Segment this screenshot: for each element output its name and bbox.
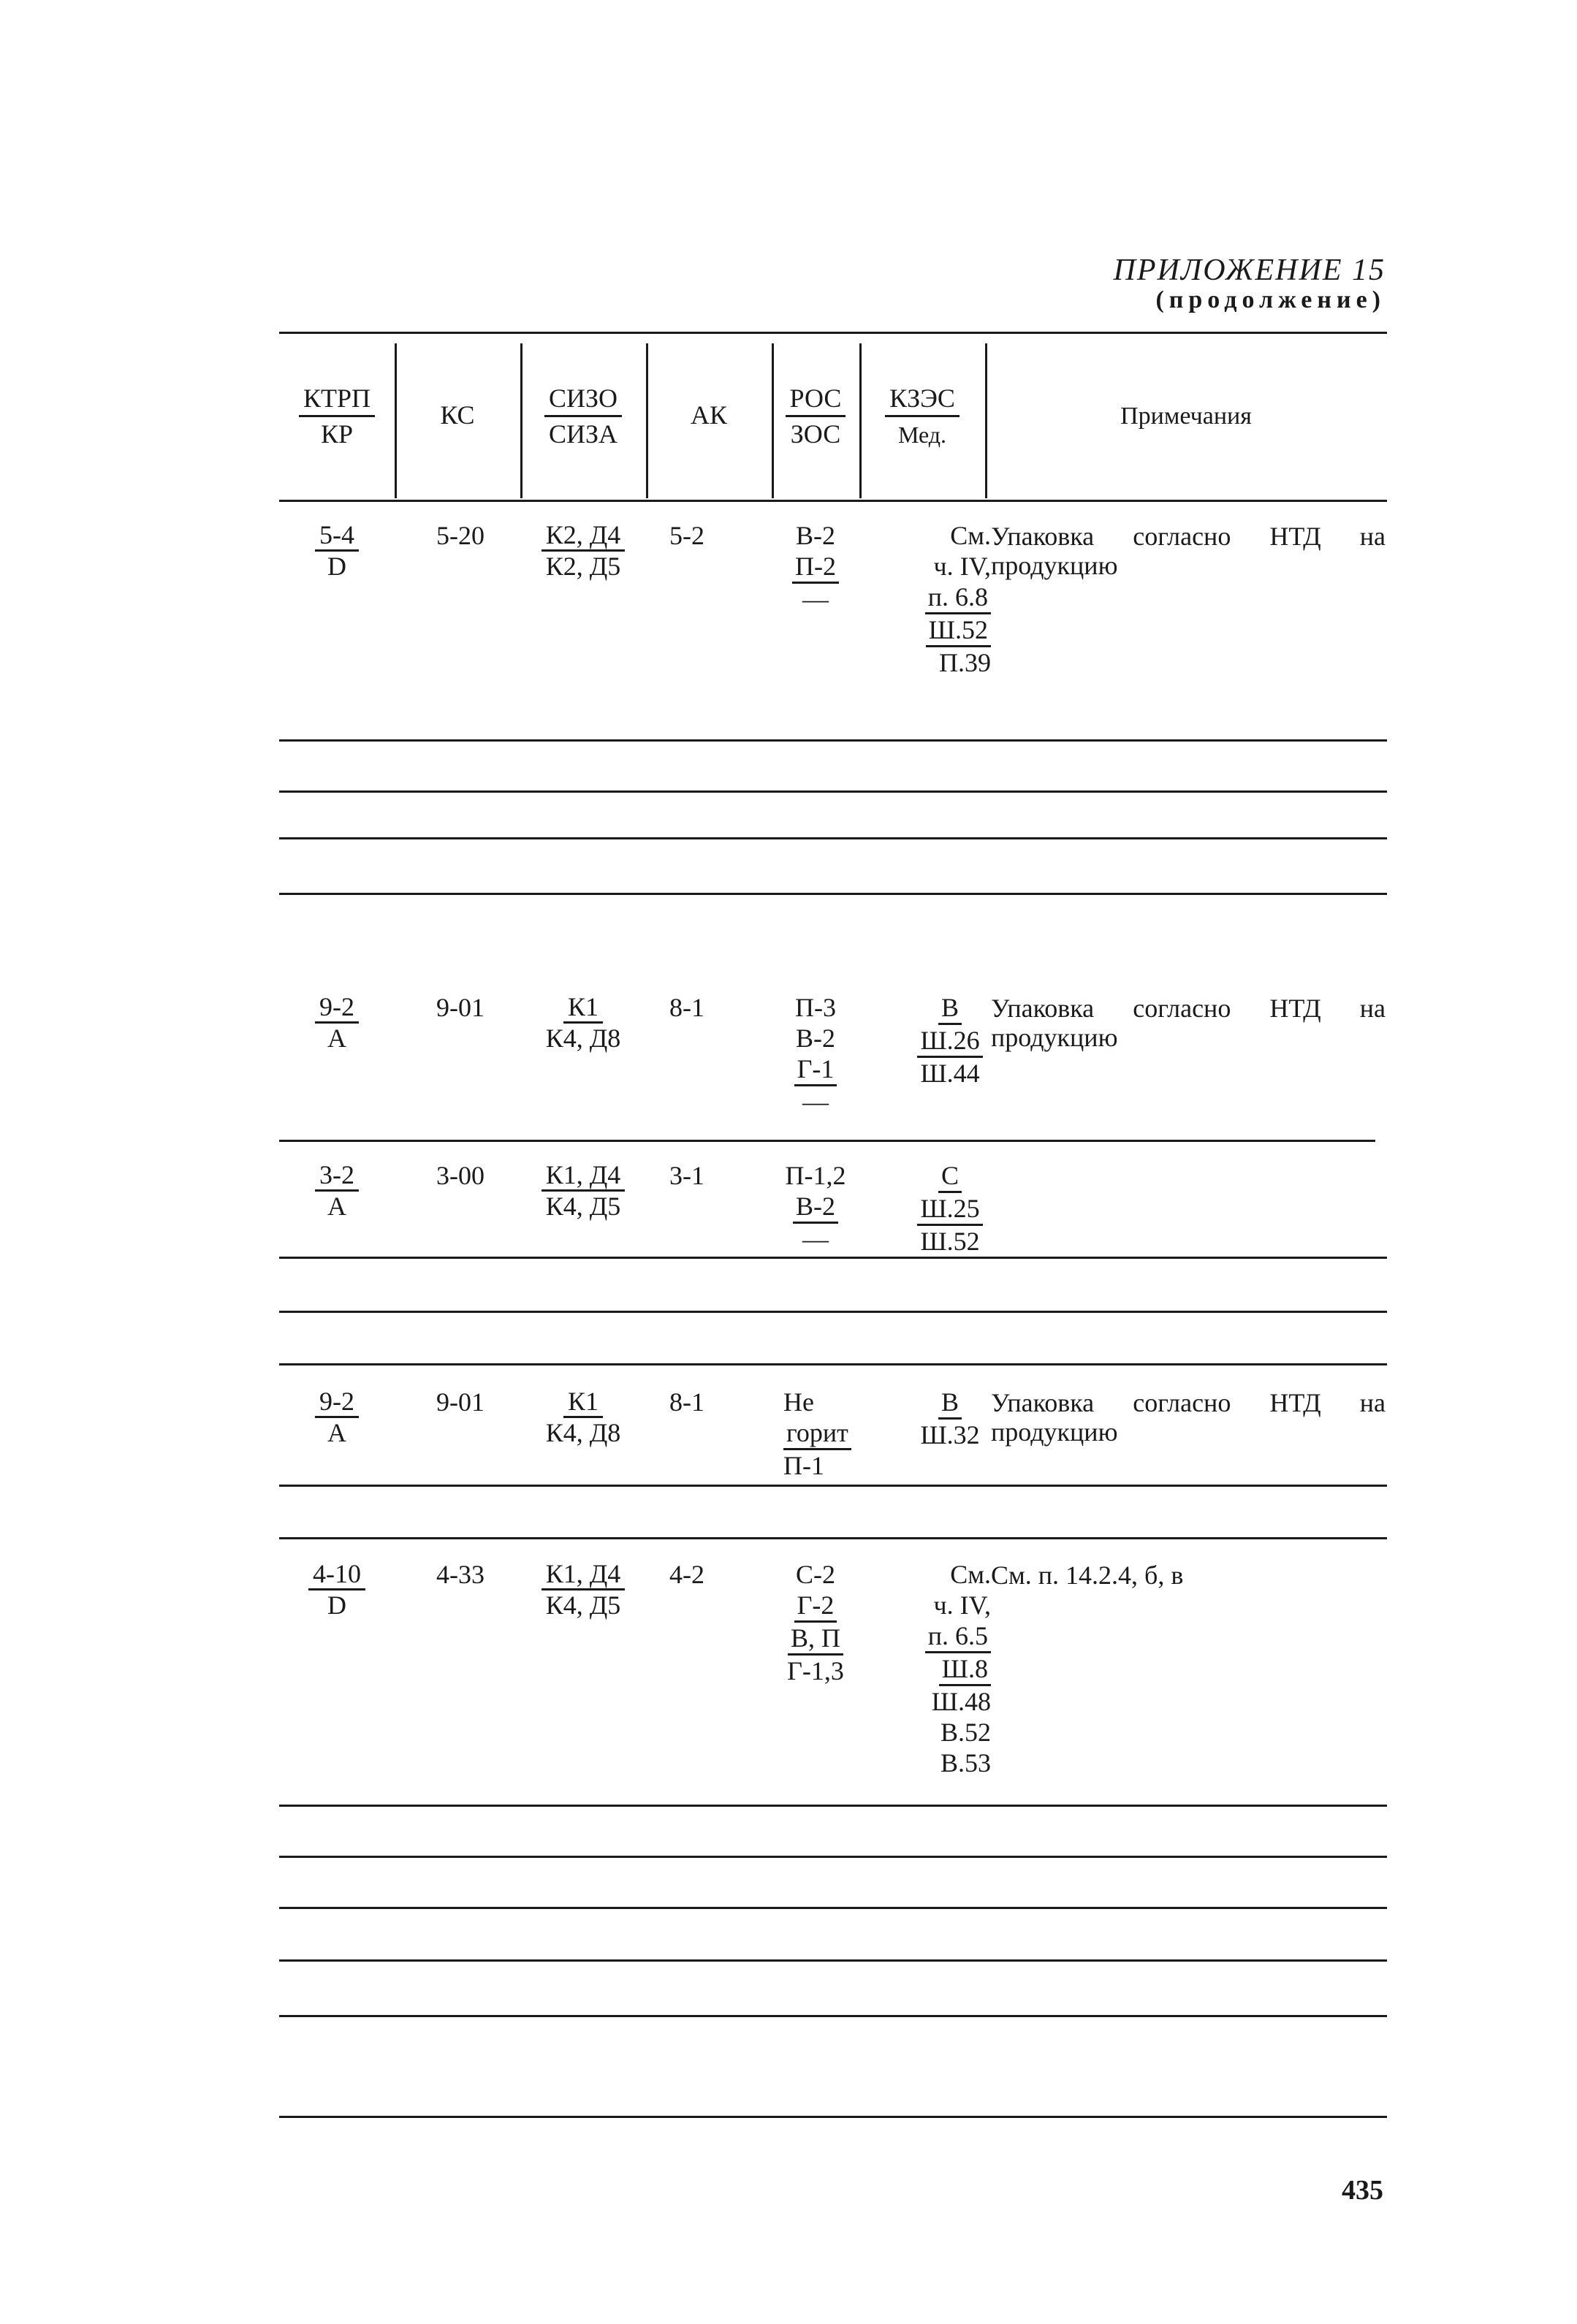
cell-kzes-line: В.53	[940, 1748, 991, 1778]
cell-ros-line: В-2	[796, 1024, 835, 1053]
notes-word: на	[1359, 522, 1386, 551]
cell-ktrp: 9-2	[315, 992, 359, 1024]
cell-notes	[991, 522, 1386, 580]
cell-ak: 4-2	[669, 1560, 704, 1589]
cell-kzes-line: п. 6.8	[925, 582, 991, 614]
cell-siza: К4, Д8	[545, 1024, 621, 1053]
cell-ak: 3-1	[669, 1161, 704, 1190]
notes-word: Упаковка	[991, 994, 1095, 1023]
notes-line	[991, 1388, 1386, 1417]
cell-notes	[991, 1388, 1386, 1447]
cell-ros-line: П-1,2	[785, 1161, 846, 1190]
cell-kr: А	[327, 1418, 346, 1447]
cell-ros-line: Не	[783, 1387, 814, 1417]
cell-kzes-line: ч. IV,	[933, 552, 991, 581]
cell-kzes-line: Ш.52	[926, 614, 991, 647]
cell-ks: 9-01	[436, 993, 484, 1022]
cell-siza: К4, Д8	[545, 1418, 621, 1447]
cell-ros-line: С-2	[796, 1560, 835, 1589]
header-sizo: СИЗО	[544, 381, 622, 417]
page-number: 435	[1342, 2175, 1383, 2206]
cell-ktrp: 9-2	[315, 1387, 359, 1418]
cell-sizo-siza	[520, 1559, 646, 1620]
table-header-rule	[279, 500, 1387, 502]
cell-ktrp: 3-2	[315, 1160, 359, 1192]
notes-word: на	[1359, 994, 1386, 1023]
cell-ros-line: П-2	[792, 551, 839, 584]
header-ks: КС	[440, 400, 475, 430]
header-siza: СИЗА	[548, 419, 618, 449]
header-sizo-siza	[520, 381, 646, 451]
cell-ktrp: 4-10	[308, 1559, 365, 1590]
row-rule	[279, 739, 1387, 742]
cell-kzes-line: См.	[950, 521, 991, 550]
cell-kzes	[889, 520, 991, 678]
cell-ros-line: —	[802, 1224, 829, 1254]
cell-kr: D	[327, 1590, 346, 1620]
cell-sizo-siza	[520, 1387, 646, 1447]
header-kzes-med	[859, 381, 985, 452]
cell-kzes-line: Ш.52	[920, 1227, 980, 1256]
notes-line: продукцию	[991, 551, 1118, 580]
cell-kzes	[889, 1559, 991, 1778]
cell-kzes-line: С	[938, 1160, 962, 1193]
notes-word: Упаковка	[991, 1388, 1095, 1417]
cell-kzes-line: п. 6.5	[925, 1620, 991, 1653]
cell-notes	[991, 994, 1386, 1052]
notes-line: продукцию	[991, 1023, 1118, 1052]
header-notes: Примечания	[1120, 403, 1252, 430]
notes-word: Упаковка	[991, 522, 1095, 551]
row-rule	[279, 1856, 1387, 1858]
cell-ros	[772, 992, 859, 1117]
notes-line	[991, 994, 1386, 1023]
cell-kzes-line: Ш.32	[920, 1420, 980, 1449]
row-rule	[279, 1907, 1387, 1909]
row-rule	[279, 1959, 1387, 1962]
cell-kzes-line: Ш.8	[939, 1653, 991, 1686]
header-kr: КР	[320, 419, 354, 449]
cell-kzes-line: В	[938, 992, 962, 1025]
header-ktrp-kr	[279, 381, 395, 451]
row-rule	[279, 837, 1387, 839]
header-ros-zos	[772, 381, 859, 451]
table-row-1-ktrp-kr	[279, 520, 395, 581]
table-bottom-rule	[279, 2116, 1387, 2118]
cell-ros	[772, 520, 859, 614]
row-rule	[279, 2015, 1387, 2017]
notes-line	[991, 522, 1386, 551]
appendix-title: ПРИЛОЖЕНИЕ 15	[1113, 254, 1386, 287]
cell-ros-line: Г-1	[794, 1054, 837, 1086]
cell-ros	[783, 1387, 864, 1481]
row-rule	[279, 1257, 1387, 1259]
cell-kr: D	[327, 552, 346, 581]
cell-siza: К2, Д5	[545, 552, 621, 581]
header-kzes: КЗЭС	[885, 381, 960, 417]
header-ktrp: КТРП	[299, 381, 375, 417]
cell-sizo-siza	[520, 520, 646, 581]
cell-sizo-siza	[520, 1160, 646, 1221]
cell-sizo: К1, Д4	[542, 1160, 626, 1192]
cell-ak: 5-2	[669, 521, 704, 550]
cell-sizo: К1	[563, 1387, 603, 1418]
cell-ros-line: П-3	[795, 993, 836, 1022]
notes-word: согласно	[1133, 1388, 1231, 1417]
notes-word: на	[1359, 1388, 1386, 1417]
notes-line: продукцию	[991, 1417, 1118, 1447]
cell-kzes-line: Ш.48	[931, 1687, 991, 1716]
cell-siza: К4, Д5	[545, 1590, 621, 1620]
table-row-3-ktrp-kr	[279, 1160, 395, 1221]
cell-ak: 8-1	[669, 1387, 704, 1417]
cell-ros-line: Г-1,3	[787, 1656, 844, 1685]
table-top-rule	[279, 332, 1387, 334]
cell-sizo: К2, Д4	[542, 520, 626, 552]
cell-kzes-line: ч. IV,	[933, 1590, 991, 1620]
cell-ks: 5-20	[436, 521, 484, 550]
header-med: Мед.	[897, 422, 947, 448]
header-zos: ЗОС	[790, 419, 841, 449]
cell-kzes-line: Ш.44	[920, 1059, 980, 1088]
cell-ros-line: —	[802, 584, 829, 614]
row-rule	[279, 1311, 1387, 1313]
cell-siza: К4, Д5	[545, 1192, 621, 1221]
row-rule	[279, 1485, 1387, 1487]
cell-kzes-line: См.	[950, 1560, 991, 1589]
cell-ktrp: 5-4	[315, 520, 359, 552]
cell-ros-line: —	[802, 1087, 829, 1116]
cell-notes: См. п. 14.2.4, б, в	[991, 1561, 1184, 1590]
notes-word: согласно	[1133, 522, 1231, 551]
cell-ks: 4-33	[436, 1560, 484, 1589]
cell-kr: А	[327, 1192, 346, 1221]
row-rule	[279, 1140, 1375, 1142]
cell-ros	[772, 1160, 859, 1254]
table-row-5-ktrp-kr	[279, 1559, 395, 1620]
cell-ros-line: В-2	[796, 521, 835, 550]
row-rule	[279, 1537, 1387, 1539]
cell-sizo-siza	[520, 992, 646, 1053]
cell-kzes-line: В.52	[940, 1718, 991, 1747]
cell-ks: 9-01	[436, 1387, 484, 1417]
notes-word: НТД	[1269, 1388, 1321, 1417]
cell-kzes	[899, 1387, 1001, 1450]
cell-kzes-line: Ш.26	[917, 1025, 982, 1058]
cell-kzes-line: В	[938, 1387, 962, 1420]
cell-ros-line: Г-2	[794, 1590, 837, 1623]
notes-word: НТД	[1269, 994, 1321, 1023]
header-ros: РОС	[786, 381, 846, 417]
cell-sizo: К1, Д4	[542, 1559, 626, 1590]
table-row-2-ktrp-kr	[279, 992, 395, 1053]
appendix-continuation: (продолжение)	[1155, 286, 1386, 313]
cell-kzes-line: Ш.25	[917, 1193, 982, 1226]
cell-kr: А	[327, 1024, 346, 1053]
row-rule	[279, 893, 1387, 895]
cell-ros-line: горит	[783, 1417, 851, 1450]
cell-ks: 3-00	[436, 1161, 484, 1190]
cell-kzes	[899, 1160, 1001, 1257]
cell-kzes-line: П.39	[939, 648, 991, 677]
notes-word: НТД	[1269, 522, 1321, 551]
cell-kzes	[899, 992, 1001, 1089]
cell-ros	[772, 1559, 859, 1686]
cell-ak: 8-1	[669, 993, 704, 1022]
cell-ros-line: В, П	[788, 1623, 843, 1656]
row-rule	[279, 1805, 1387, 1807]
notes-word: согласно	[1133, 994, 1231, 1023]
cell-ros-line: В-2	[793, 1191, 838, 1224]
cell-sizo: К1	[563, 992, 603, 1024]
cell-ros-line: П-1	[783, 1451, 824, 1480]
row-rule	[279, 790, 1387, 793]
row-rule	[279, 1363, 1387, 1365]
header-ak: АК	[690, 400, 727, 430]
table-row-4-ktrp-kr	[279, 1387, 395, 1447]
